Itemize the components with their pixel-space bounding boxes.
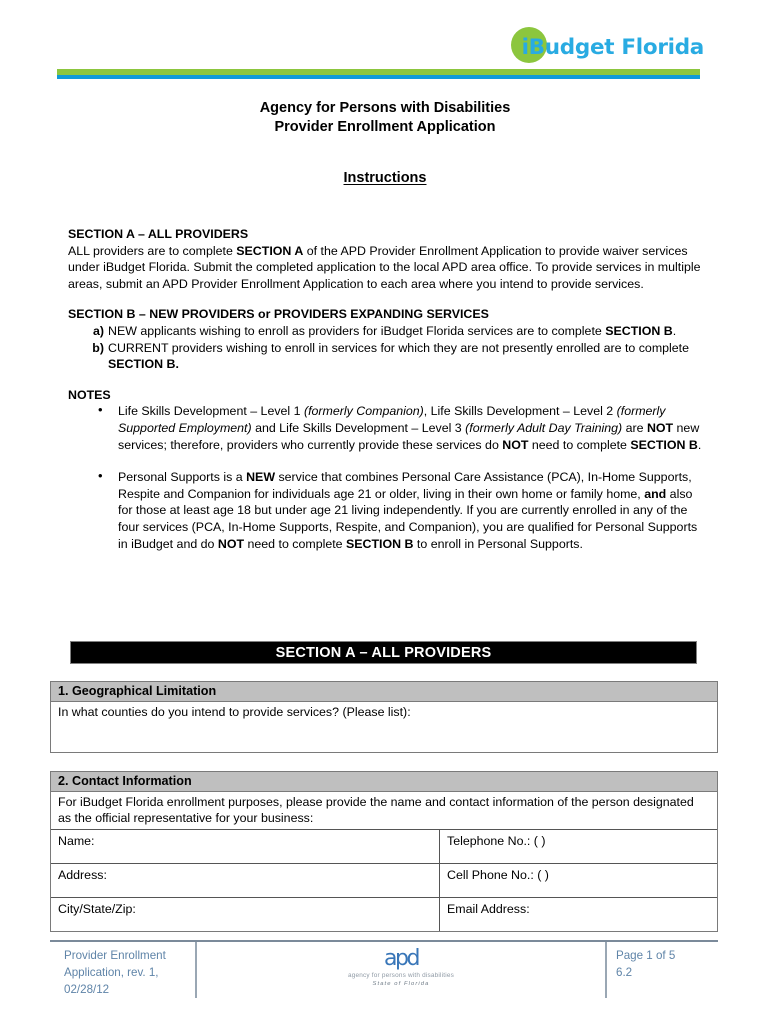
ibudget-florida-logo — [511, 26, 704, 68]
logo-letter-i: i — [521, 34, 529, 60]
section-a-banner: SECTION A – ALL PROVIDERS — [70, 641, 697, 664]
list-item — [68, 323, 702, 340]
notes-list — [68, 403, 702, 552]
list-item-text-1: NEW applicants wishing to enroll as providers for iBudget Florida services are to complete — [108, 323, 606, 338]
section-a-paragraph — [68, 243, 702, 293]
spacer — [68, 373, 702, 387]
spacer — [68, 453, 702, 469]
city-state-zip-field[interactable] — [51, 898, 440, 931]
apd-state-label: State of Florida — [372, 981, 430, 987]
list-item-bold-1: SECTION B — [605, 323, 673, 338]
email-address-label: Email Address: — [447, 901, 530, 916]
section-a-text-2: of the APD Provider Enrollment Application to provide waiver services under iBudget Florida. Submit the completed application to the local APD area office. To provide services in multiple areas, submit an APD Provider Enrollment Application to each area where you intend to provide services. — [68, 243, 701, 291]
list-item — [68, 403, 702, 453]
city-state-zip-label: City/State/Zip: — [58, 901, 136, 916]
email-address-field[interactable] — [440, 898, 717, 931]
name-field[interactable] — [51, 830, 440, 863]
spacer — [68, 292, 702, 306]
cell-phone-label: Cell Phone No.: ( ) — [447, 867, 549, 882]
list-item-text-1: CURRENT providers wishing to enroll in services for which they are not presently enrolled are to complete — [108, 340, 690, 355]
page-title — [0, 99, 770, 137]
logo-wordmark — [511, 35, 704, 60]
geographical-limitation-box — [50, 681, 718, 753]
contact-information-grid — [51, 830, 717, 931]
note-text: Life Skills Development – Level 1 (formerly Companion), Life Skills Development – Level 2 (formerly Supported Employment) and Life Skills Development – Level 3 (formerly Adult Day Training) are NOT new services; therefore, providers who currently provide these services do NOT need to complete SECTION B. — [118, 404, 702, 452]
list-item — [68, 469, 702, 552]
apd-tagline: agency for persons with disabilities — [348, 972, 454, 979]
section-a-bold-1: SECTION A — [236, 243, 304, 258]
cell-phone-field[interactable] — [440, 864, 717, 897]
section-a-heading: SECTION A – ALL PROVIDERS — [68, 227, 249, 241]
title-line-2: Provider Enrollment Application — [274, 119, 496, 135]
footer-doc-line-3: 02/28/12 — [64, 983, 110, 996]
section-b-heading: SECTION B – NEW PROVIDERS or PROVIDERS EXPANDING SERVICES — [68, 307, 489, 322]
apd-logo — [321, 948, 481, 988]
name-label: Name: — [58, 833, 95, 848]
instructions-body — [68, 226, 702, 552]
list-marker: b) — [92, 340, 104, 355]
footer-version: 6.2 — [616, 966, 633, 979]
telephone-field[interactable] — [440, 830, 717, 863]
footer-content — [50, 942, 718, 998]
logo-brand-text: Budget Florida — [528, 34, 704, 60]
telephone-label: Telephone No.: ( ) — [447, 833, 546, 848]
table-row — [51, 864, 717, 898]
apd-wordmark-icon: apd — [384, 946, 418, 971]
section-b-list — [68, 323, 702, 373]
table-row — [51, 830, 717, 864]
page-footer — [50, 940, 718, 998]
address-field[interactable] — [51, 864, 440, 897]
contact-information-header: 2. Contact Information — [51, 772, 717, 792]
geographical-limitation-header: 1. Geographical Limitation — [51, 682, 717, 702]
page-number: Page 1 of 5 — [616, 949, 676, 962]
bullet-icon: • — [98, 468, 103, 484]
masthead — [0, 0, 770, 82]
footer-page-info — [605, 942, 718, 998]
table-row — [51, 898, 717, 931]
instructions-heading-text: Instructions — [343, 170, 427, 186]
geographical-limitation-prompt: In what counties do you intend to provide services? (Please list): — [58, 705, 411, 719]
footer-document-reference — [50, 942, 197, 998]
list-item-bold-1: SECTION B. — [108, 357, 179, 372]
title-line-1: Agency for Persons with Disabilities — [259, 100, 511, 116]
blue-rule-divider — [57, 75, 700, 79]
address-label: Address: — [58, 867, 107, 882]
contact-information-box — [50, 771, 718, 932]
note-text: Personal Supports is a NEW service that combines Personal Care Assistance (PCA), In-Home Supports, Respite and Companion for individuals age 21 or older, living in their own home or family home, and also for those at least age 18 but under age 21 living independently. If you are currently enrolled in any of the four services (PCA, In-Home Supports, Respite, and Companion), you are qualified for Personal Supports in iBudget and do NOT need to complete SECTION B to enroll in Personal Supports. — [118, 470, 698, 551]
list-item-text-2: . — [672, 323, 677, 338]
contact-information-intro: For iBudget Florida enrollment purposes, please provide the name and contact information of the person designated as the official representative for your business: — [51, 792, 717, 830]
list-item — [68, 340, 702, 373]
section-a-text-1: ALL providers are to complete — [68, 243, 237, 258]
list-marker: a) — [92, 323, 104, 338]
instructions-heading — [0, 170, 770, 186]
notes-heading: NOTES — [68, 387, 111, 402]
geographical-limitation-field[interactable] — [51, 702, 717, 752]
footer-doc-line-1: Provider Enrollment — [64, 949, 166, 962]
bullet-icon: • — [98, 402, 103, 418]
footer-doc-line-2: Application, rev. 1, — [64, 966, 159, 979]
footer-logo-area — [197, 942, 605, 998]
